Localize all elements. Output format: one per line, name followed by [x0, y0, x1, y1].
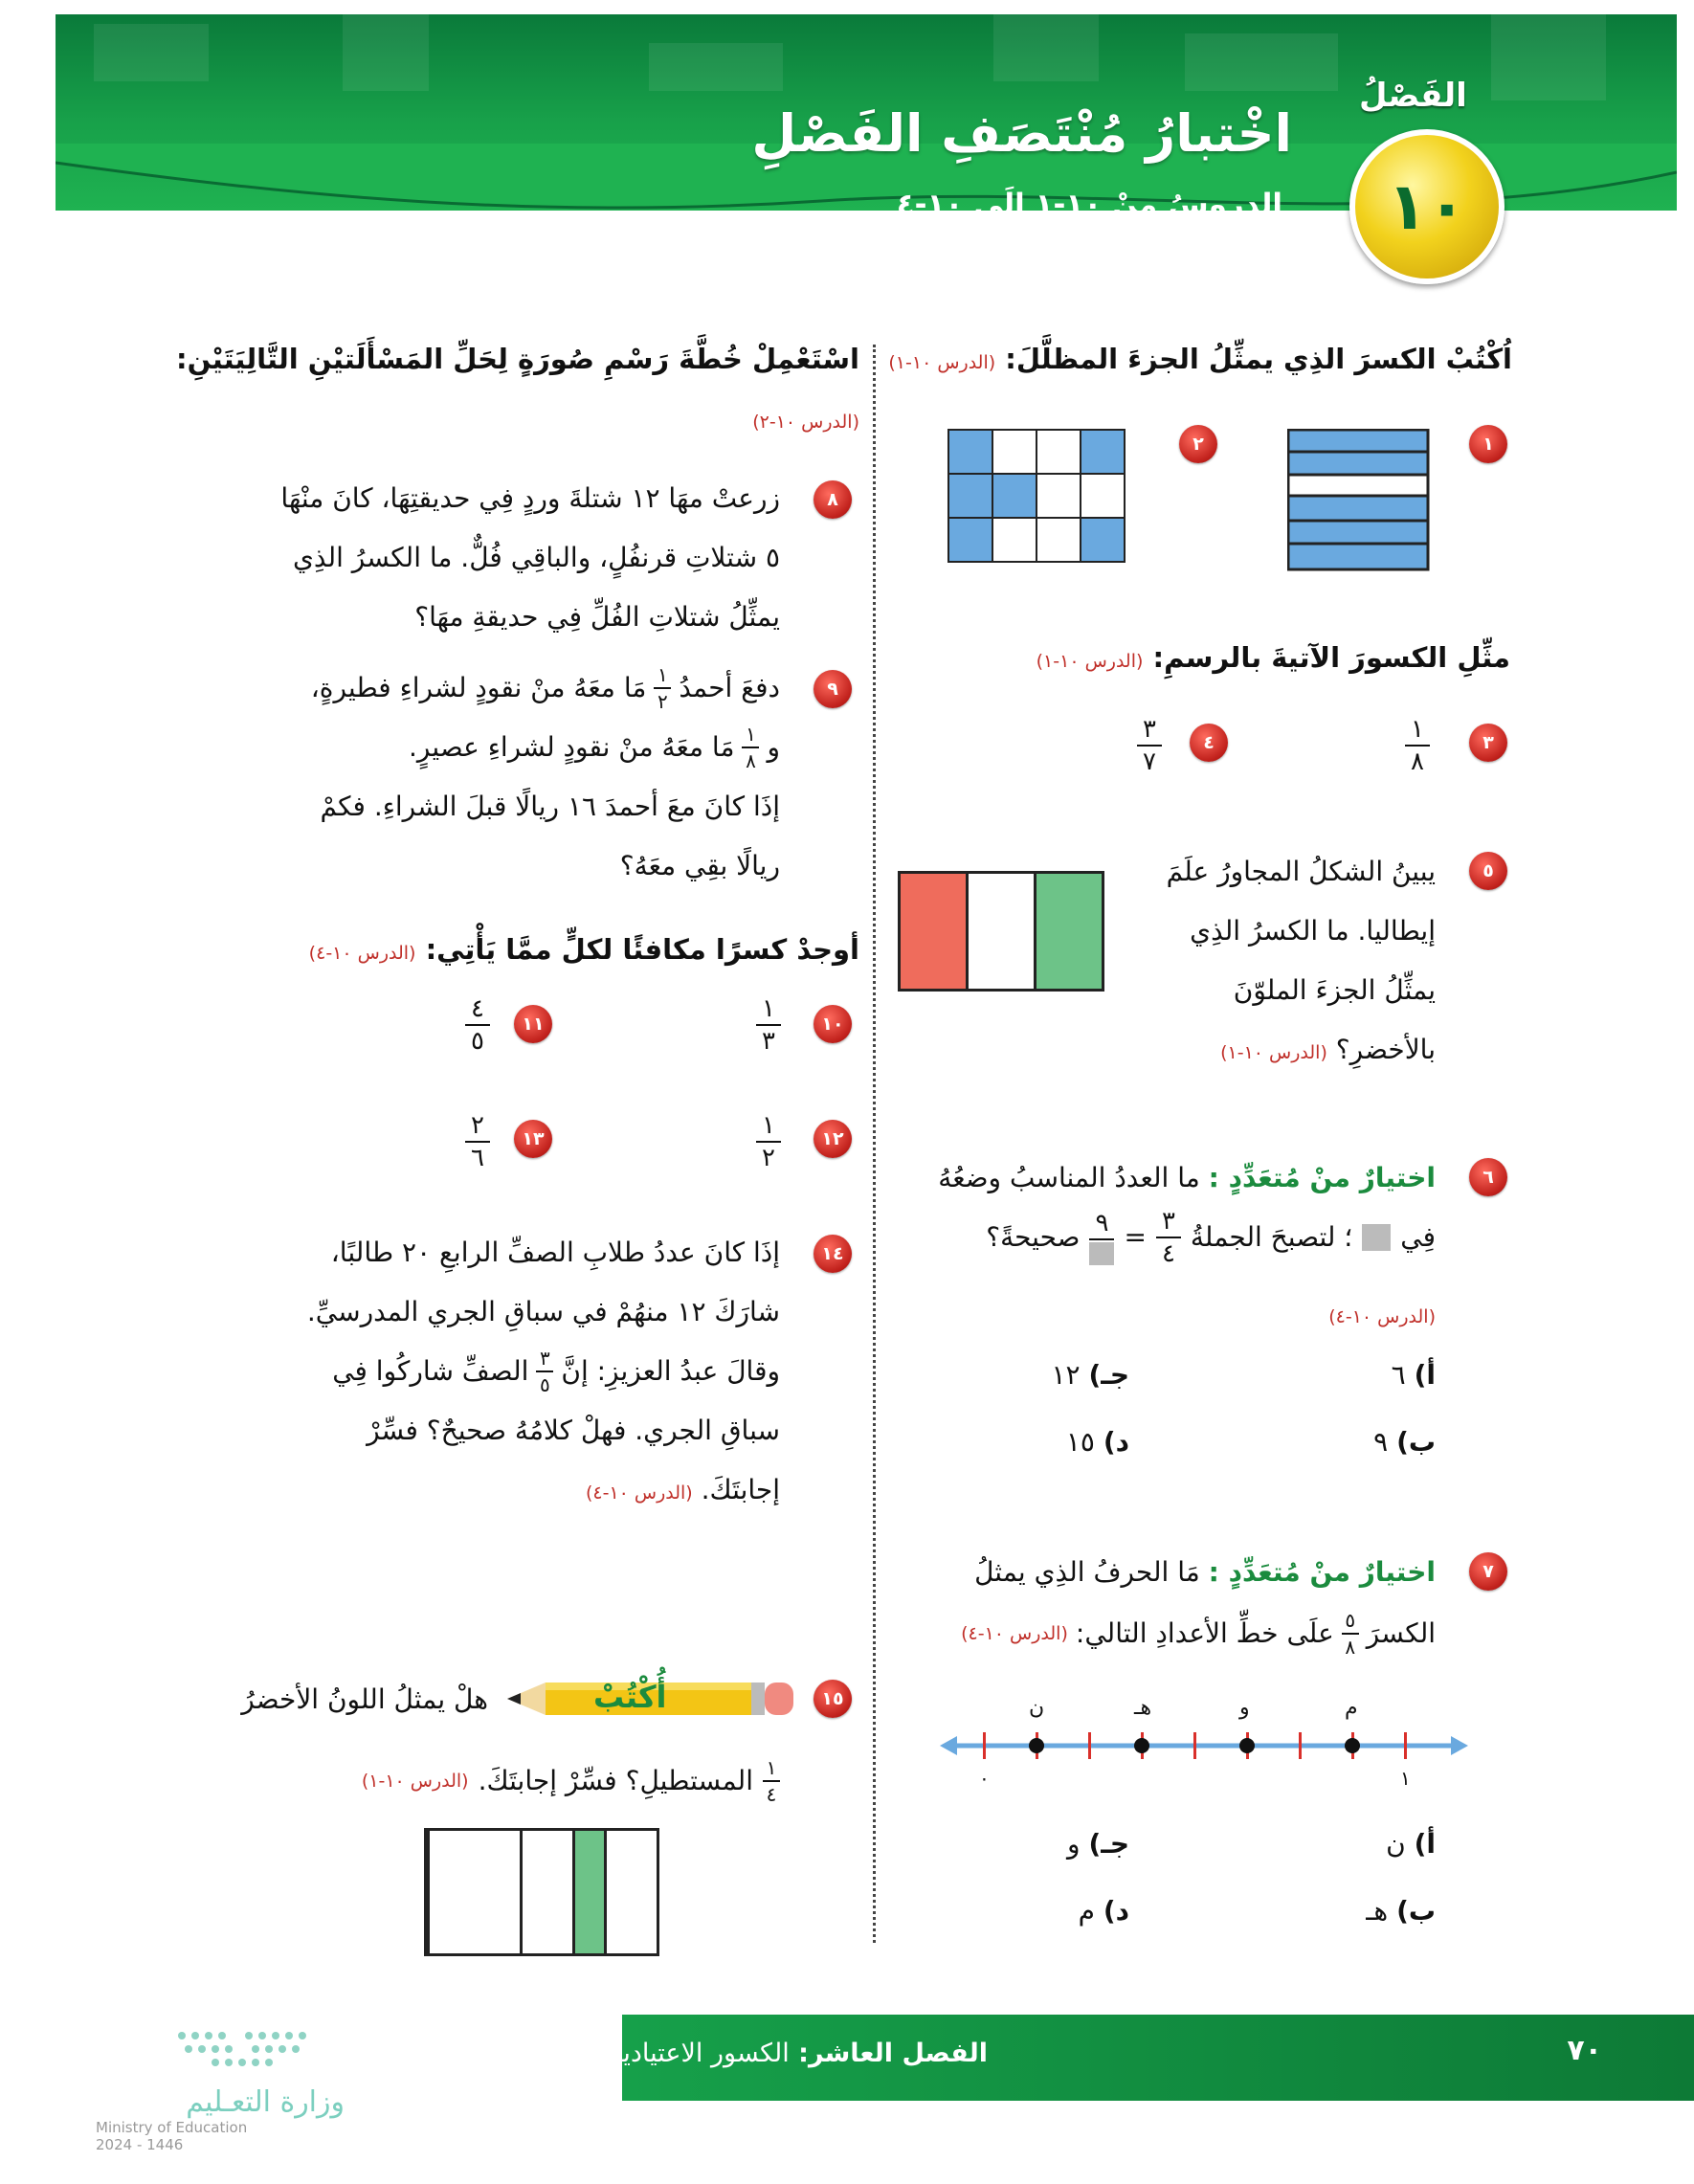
page-subtitle: الدروسُ منْ ١٠-١ إلَى ١٠-٤ [896, 188, 1282, 222]
fraction-q3: ١ ٨ [1405, 716, 1430, 775]
q9-text: دفعَ أحمدُ $\frac{١}{٢}$ مَا معَهُ منْ نقودٍ لشراءِ فطيرةٍ، و $\frac{١}{٨}$ مَا معَهُ منْ نقودٍ لشراءِ عصيرٍ. إذَا كانَ معَ أحمدَ ١٦ ريالًا قبلَ الشراءِ. فكمْ ريالًا بقِي معَهُ؟ [310, 663, 780, 881]
question-number-14: ١٤ [814, 1235, 852, 1273]
q6-line1: اختيارٌ منْ مُتعَدِّدٍ : ما العددُ المناسبُ وضعُهُ [938, 1162, 1436, 1193]
column-divider [873, 345, 876, 1943]
q7-option-a[interactable]: أ) ن [1386, 1828, 1436, 1860]
q6-lesson: (الدرس ١٠-٤) [1328, 1306, 1436, 1327]
question-number-2: ٢ [1179, 425, 1217, 463]
italy-flag [898, 871, 1104, 992]
label-zero: ٠ [979, 1767, 990, 1790]
q8-text: زرعتْ مهَا ١٢ شتلةَ وردٍ فِي حديقتِهَا، كانَ منْهَا ٥ شتلاتِ قرنفُلٍ، والباقِي فُلٌّ. ما الكسرُ الذِي يمثِّلُ شتلاتِ الفُلِّ فِي حديقةِ مهَا؟ [280, 482, 780, 633]
question-number-10: ١٠ [814, 1005, 852, 1043]
point-h [1134, 1738, 1149, 1753]
q6-option-a[interactable]: أ) ٦ [1391, 1359, 1436, 1391]
question-number-1: ١ [1469, 425, 1507, 463]
tick-8 [1404, 1732, 1407, 1759]
ministry-dots-icon [96, 2024, 345, 2082]
q15-line2: $\frac{١}{٤}$ المستطيلِ؟ فسِّرْ إجابتَكَ. (الدرس ١٠-١) [362, 1751, 780, 1811]
label-m: م [1345, 1696, 1358, 1720]
question-number-12: ١٢ [814, 1120, 852, 1158]
fraction-1-2: $\frac{١}{٢}$ [654, 664, 671, 712]
label-n: ن [1029, 1696, 1045, 1720]
point-n [1029, 1738, 1044, 1753]
flag-white-part [966, 874, 1034, 989]
fraction-9-blank: ٩ [1089, 1210, 1114, 1265]
flag-red-part [901, 874, 966, 989]
right-section1-title: اُكْتُبْ الكسرَ الذِي يمثِّلُ الجزءَ المظلَّلَ: (الدرس ١٠-١) [888, 343, 1512, 375]
tick-2 [1088, 1732, 1091, 1759]
striped-rectangle-figure [1287, 429, 1431, 572]
q7-option-b[interactable]: ب) هـ [1366, 1895, 1436, 1927]
question-number-7: ٧ [1469, 1552, 1507, 1591]
green-part [572, 1831, 604, 1953]
q6-line2: فِي ؛ لتصبحَ الجملةُ $\frac{٣}{٤}$ = ٩ صحيحةً؟ [986, 1207, 1436, 1268]
write-label: أُكْتُبْ [593, 1679, 667, 1715]
number-line-axis [940, 1732, 1468, 1759]
fraction-q11: ٤ ٥ [465, 995, 490, 1055]
question-number-8: ٨ [814, 480, 852, 519]
q7-line2: الكسرَ $\frac{٥}{٨}$ علَى خطِّ الأعدادِ التالي: (الدرس ١٠-٤) [961, 1609, 1436, 1659]
fraction-q12: ١ ٢ [756, 1112, 781, 1171]
left-section1-title: اسْتَعْمِلْ خُطَّةَ رَسْمِ صُورَةٍ لِحَلِّ المَسْأَلَتيْنِ التَّالِيَتَيْنِ: [176, 343, 859, 375]
fraction-3-4: $\frac{٣}{٤}$ [1156, 1208, 1181, 1267]
q15-line1: هلْ يمثلُ اللونُ الأخضرُ [241, 1683, 488, 1715]
question-number-13: ١٣ [514, 1120, 552, 1158]
question-number-3: ٣ [1469, 724, 1507, 762]
fraction-q10: ١ ٣ [756, 995, 781, 1055]
right-section2-title: مثِّلِ الكسورَ الآتيةَ بالرسمِ: (الدرس ١٠-١) [1036, 641, 1510, 674]
tick-0 [983, 1732, 986, 1759]
write-pencil [507, 1677, 794, 1721]
tick-6 [1299, 1732, 1302, 1759]
tick-4 [1193, 1732, 1196, 1759]
page-title: اخْتبارُ مُنْتَصَفِ الفَصْلِ [751, 103, 1292, 164]
question-number-5: ٥ [1469, 852, 1507, 890]
label-one: ١ [1400, 1767, 1411, 1790]
fraction-1-8: $\frac{١}{٨}$ [742, 724, 759, 771]
point-m [1345, 1738, 1360, 1753]
ministry-logo [96, 2024, 345, 2153]
fraction-q13: ٢ ٦ [465, 1112, 490, 1171]
label-h: هـ [1134, 1696, 1152, 1720]
fraction-1-4: $\frac{١}{٤}$ [763, 1757, 780, 1805]
page-number: ٧٠ [1567, 2034, 1602, 2067]
q14-text: إذَا كانَ عددُ طلابِ الصفِّ الرابعِ ٢٠ طالبًا، شارَكَ ١٢ منهُمْ في سباقِ الجري المدرسيِّ. وقالَ عبدُ العزيزِ: إنَّ $\frac{٣}{٥}$ الصفِّ شاركُوا فِي سباقِ الجري. فهلْ كلامُهُ صحيحٌ؟ فسِّرْ إجابتَكَ. (الدرس ١٠-٤) [306, 1237, 780, 1505]
chapter-badge [1349, 129, 1505, 284]
ministry-name-en: Ministry of Education [96, 2119, 248, 2136]
question-number-11: ١١ [514, 1005, 552, 1043]
question-number-15: ١٥ [814, 1680, 852, 1718]
question-number-4: ٤ [1190, 724, 1228, 762]
fraction-q4: ٣ ٧ [1137, 716, 1162, 775]
point-w [1239, 1738, 1255, 1753]
rectangle-figure [424, 1828, 659, 1956]
chapter-label: الفَصْلُ [1359, 77, 1467, 115]
q6-option-b[interactable]: ب) ٩ [1373, 1426, 1436, 1458]
ministry-name-ar: وزارة التعـليم [186, 2085, 345, 2119]
chapter-number: ١٠ [1387, 168, 1467, 245]
q5-text: يبينُ الشكلُ المجاورُ علَمَ إيطاليا. ما الكسرُ الذِي يمثِّلُ الجزءَ الملوّنَ بالأخضرِ؟ (الدرس ١٠-١) [1166, 856, 1436, 1065]
q6-option-d[interactable]: د) ١٥ [1065, 1426, 1129, 1458]
question-number-9: ٩ [814, 670, 852, 708]
ministry-year: 2024 - 1446 [96, 2136, 184, 2153]
flag-green-part [1034, 874, 1102, 989]
q6-option-c[interactable]: جـ) ١٢ [1051, 1359, 1129, 1391]
q7-line1: اختيارٌ منْ مُتعَدِّدٍ : مَا الحرفُ الذِي يمثلُ [974, 1556, 1436, 1588]
fraction-5-8: $\frac{٥}{٨}$ [1342, 1610, 1359, 1658]
question-number-6: ٦ [1469, 1158, 1507, 1196]
label-w: و [1239, 1696, 1250, 1720]
fraction-3-5: $\frac{٣}{٥}$ [536, 1348, 553, 1395]
blank-box [1362, 1224, 1391, 1251]
q7-option-c[interactable]: جـ) و [1067, 1828, 1129, 1860]
left-section1-lesson: (الدرس ١٠-٢) [752, 412, 859, 433]
footer-chapter: الفصل العاشر: الكسور الاعتيادية [609, 2039, 988, 2068]
grid-figure [947, 429, 1126, 563]
left-section2-title: أوجدْ كسرًا مكافئًا لكلٍّ ممَّا يَأْتِي: (الدرس ١٠-٤) [308, 933, 859, 966]
q7-option-d[interactable]: د) م [1078, 1895, 1129, 1927]
